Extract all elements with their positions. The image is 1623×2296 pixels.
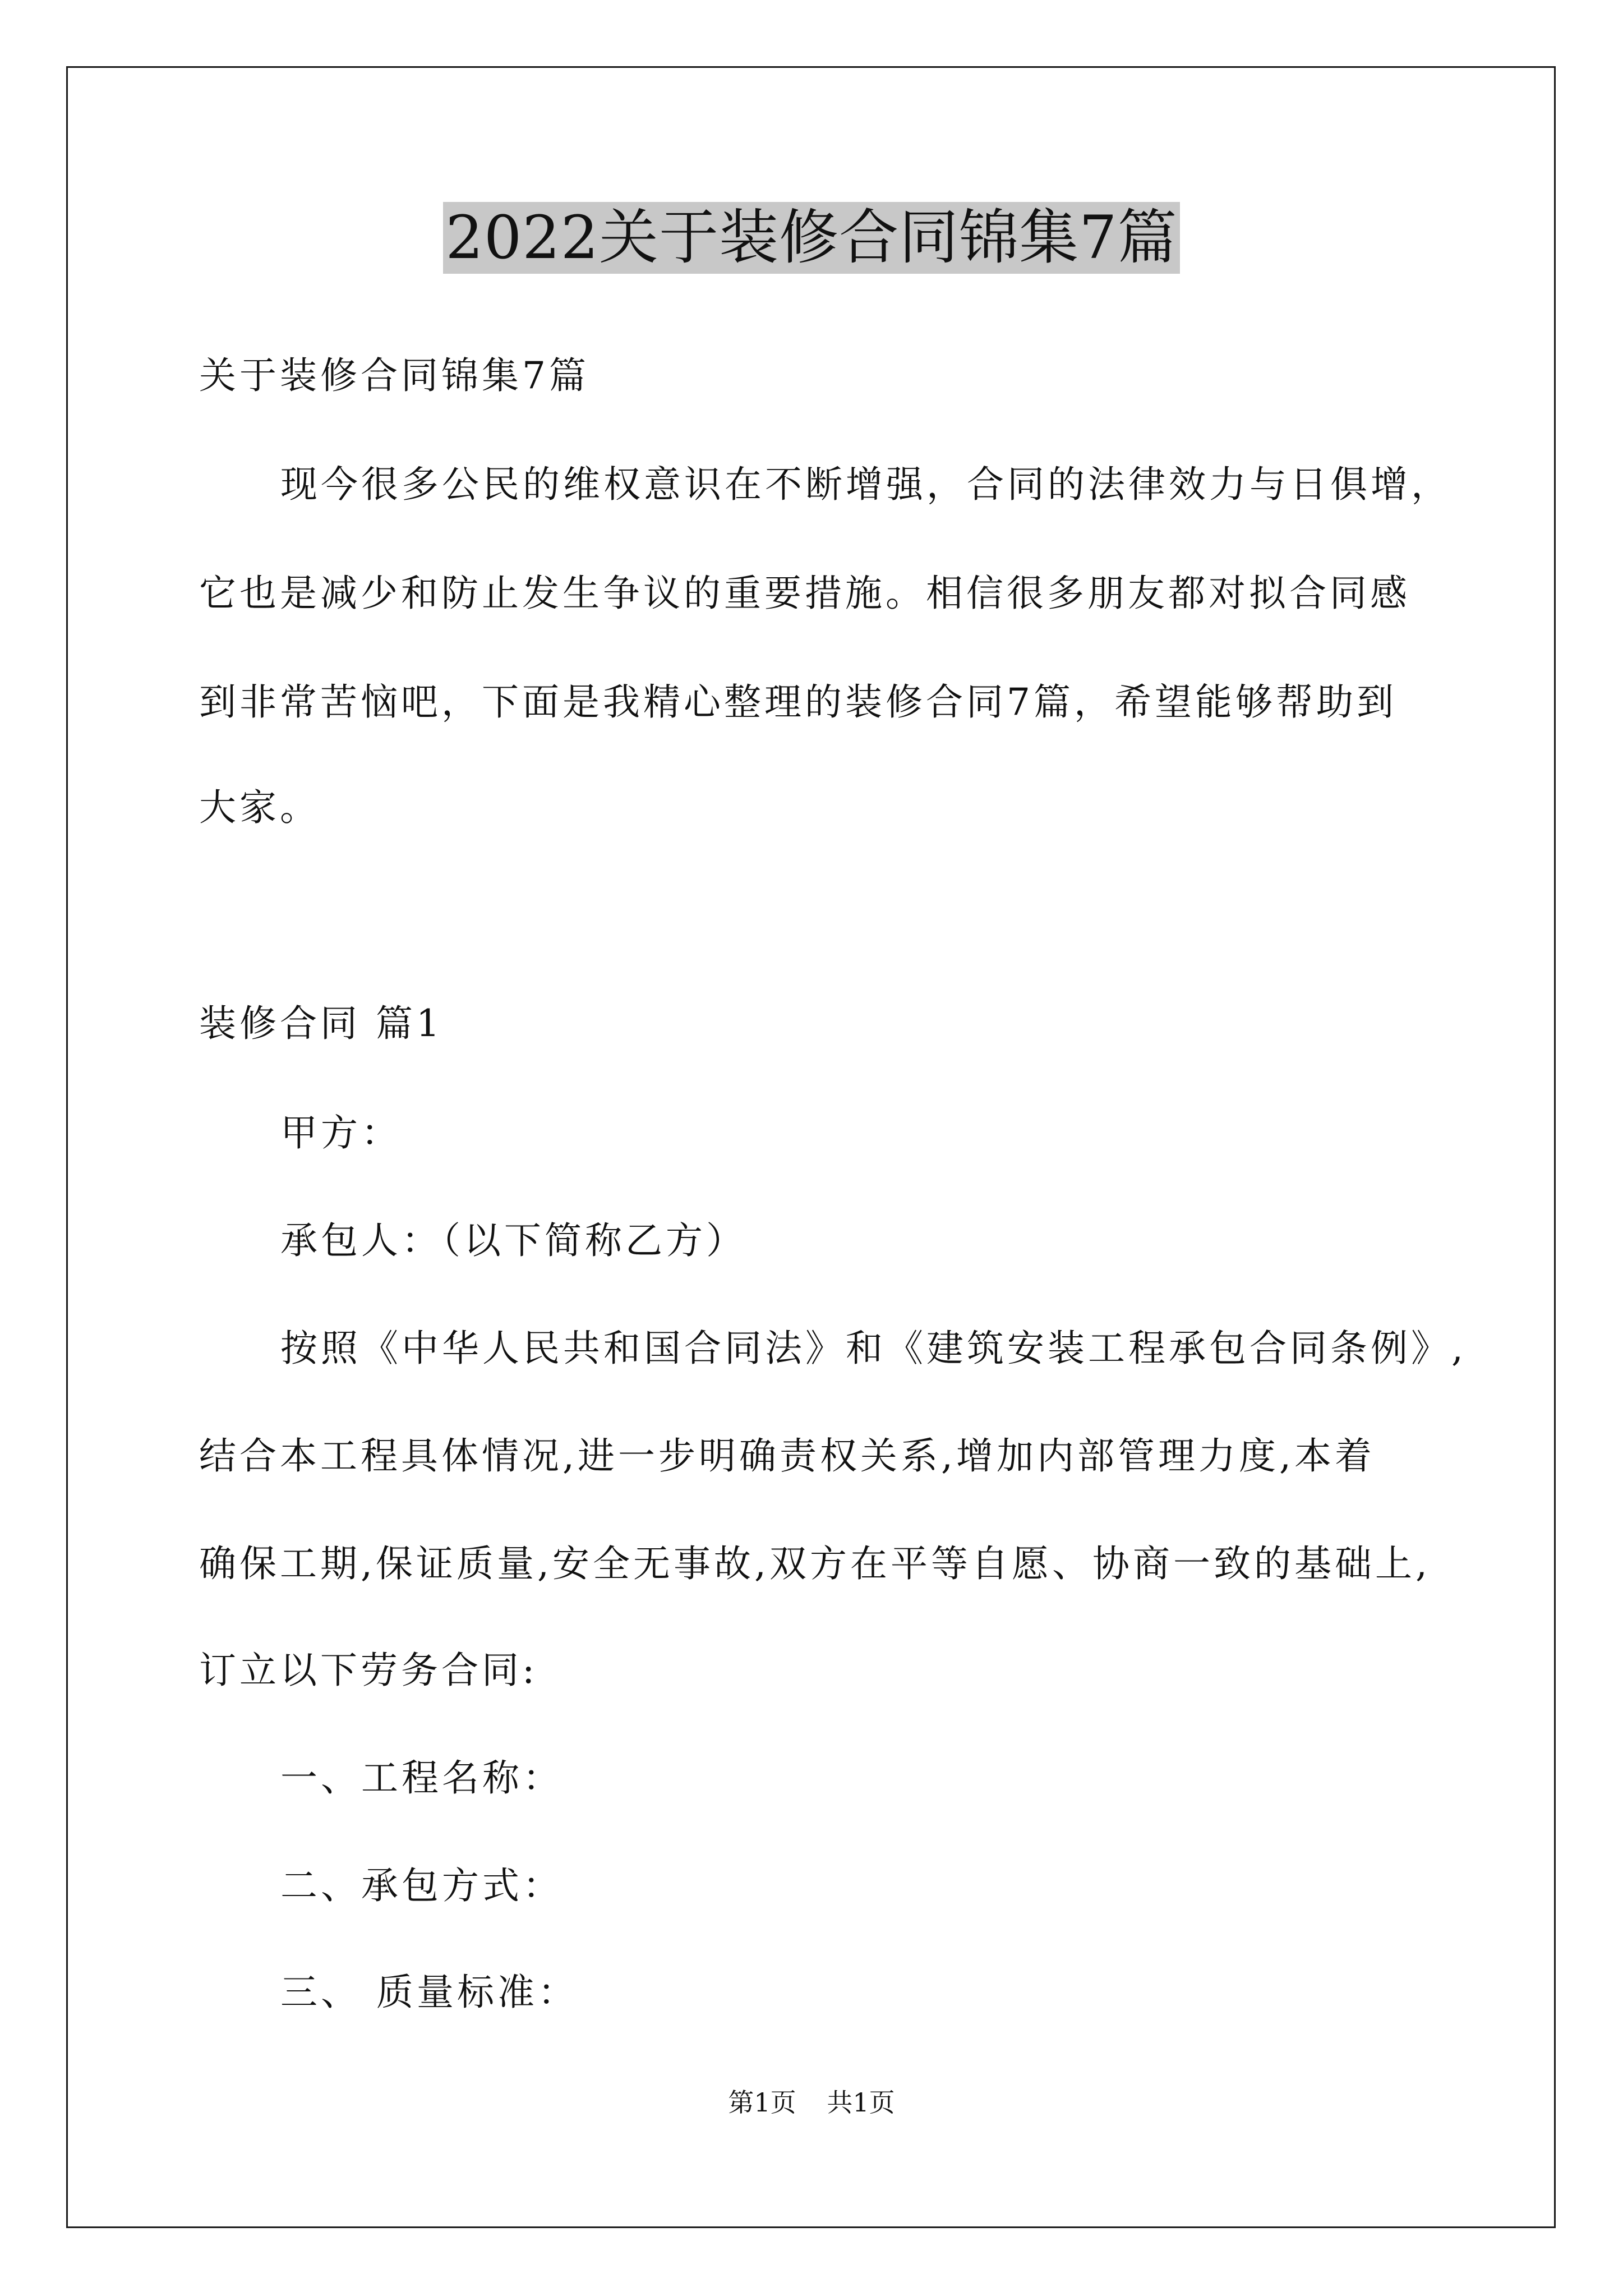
- intro-line-1: 现今很多公民的维权意识在不断增强，合同的法律效力与日俱增，: [280, 463, 1451, 506]
- contractor-line: 承包人：（以下简称乙方）: [280, 1219, 746, 1262]
- item-project-name: 一、工程名称：: [280, 1756, 563, 1800]
- basis-line-3: 确保工期,保证质量,安全无事故,双方在平等自愿、协商一致的基础上,: [199, 1542, 1431, 1585]
- page-footer: [0, 2087, 1623, 2118]
- intro-line-2: 它也是减少和防止发生争议的重要措施。相信很多朋友都对拟合同感: [199, 572, 1410, 615]
- title-container: [0, 202, 1623, 274]
- item-quality-standard: 三、 质量标准：: [280, 1971, 578, 2014]
- basis-line-4: 订立以下劳务合同:: [199, 1649, 538, 1692]
- section-heading: 装修合同 篇1: [199, 1002, 443, 1045]
- document-title: 2022关于装修合同锦集7篇: [443, 202, 1179, 274]
- page-number-total: 共1页: [827, 2087, 895, 2118]
- intro-line-4: 大家。: [199, 786, 320, 829]
- basis-line-1: 按照《中华人民共和国合同法》和《建筑安装工程承包合同条例》,: [280, 1327, 1467, 1370]
- party-a-line: 甲方：: [280, 1111, 402, 1154]
- document-subtitle: 关于装修合同锦集7篇: [199, 354, 589, 397]
- basis-line-2: 结合本工程具体情况,进一步明确责权关系,增加内部管理力度,本着: [199, 1434, 1375, 1478]
- item-contract-method: 二、承包方式：: [280, 1864, 563, 1907]
- page-number-current: 第1页: [728, 2087, 796, 2118]
- intro-line-3: 到非常苦恼吧，下面是我精心整理的装修合同7篇，希望能够帮助到: [199, 680, 1397, 724]
